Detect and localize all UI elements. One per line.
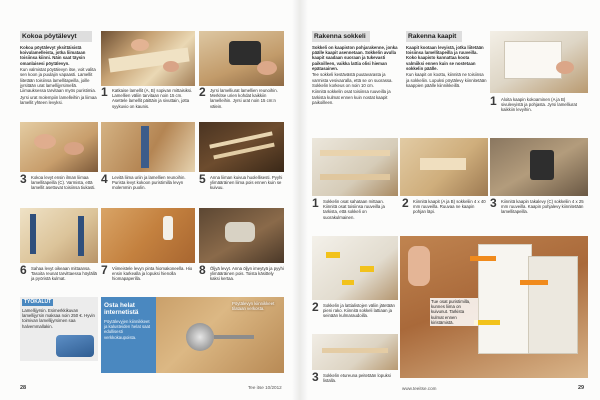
step-number: 3 [490,198,497,210]
photo-plinth-step-1 [312,138,398,196]
intro-paragraph: Sokkeli on kaapiston pohjarakenne, jonka päälle kaapit asennetaan. Sokkelin avulla kaapit saadaan suoraan ja tukevasti paikoilleen, vaikka lattia olisi hieman epätasainen. [312,45,398,71]
photo-cabinet-assembly [400,236,588,378]
intro-text-plinth [312,45,398,133]
plinth-step-2-caption [312,302,398,332]
step-text: Anna liiman kuivua huolellisesti. Pyyhi ylimääräinen liima pois ennen kuin se kuivuu. [210,175,283,191]
hand [163,61,179,72]
photo-cabinet-step-1 [490,31,588,93]
footer-issue: Tee itse 10/2012 [248,385,282,390]
step-text: Katkaise lamellit (A, B) sopivan mittaisiksi. Lamellien väliin tarvitaan noin 15 cm. Asettele lamellit päittäin ja sivuttain, jotta syykuvio on kaunis. [112,88,193,109]
step-6-caption [20,265,98,295]
metal-fitting [186,323,214,351]
intro-paragraph: Kun kaapit on koottu, kiinnitä ne toisiinsa ja sokkeliin. Lopuksi pöytälevy kiinnitetään kaappien päälle kiinnikkeillä. [406,72,487,88]
step-number: 6 [20,265,27,277]
intro-paragraph: Jyrsi urat molempiin lamelleihin ja liimaa lamellit yhteen levyksi. [20,94,97,105]
step-number: 1 [101,87,108,99]
step-4-caption [101,174,195,206]
person-arm [408,246,430,286]
drill [530,150,554,180]
intro-paragraph: Kun valmistat pöytälevyn itse, voit valita sen koon ja puulajin vapaasti. Lamellit liitetään toisiinsa lamellitapeilla, joille jyrsitään urat lamellijyrsimellä. Liimauksessa tarvitaan myös puristimia. [20,67,96,94]
photo-note-fittings: Pöytälevyn kiinnikkeet tilataan verkosta. [232,301,275,312]
photo-step-1-lamellas [101,31,195,86]
hand [556,61,574,74]
plinth-board [320,174,390,180]
step-number: 8 [199,265,206,277]
step-text: Sokkelin osat sahataan mittaan. Kiinnitä osat toisiinsa ruuveilla ja tarkista, että sokkeli on suorakulmainen. [323,199,385,220]
footer-website: www.teeitse.com [402,386,437,391]
photo-plinth-step-2 [312,236,398,300]
clamp [30,214,36,254]
step-2-caption [199,87,284,119]
intro-paragraph: Kaapit kootaan levyistä, jotka liitetään toisiinsa lamellitapeilla ja ruuveilla. Koko kaapisto kannattaa koota valmiiksi ennen kuin se nostetaan sokkelin päälle. [406,45,484,71]
tools-text: Lamellijyrsin. Esimerkkikuvan lamellijyrsin maksaa noin 250 €. Hyvin toimivan lamellijyrsimen saa halvemmallakin. [22,308,95,329]
step-number: 2 [402,198,409,210]
tools-title: TYÖKALUT [24,299,52,305]
photo-step-7-sanding [101,208,195,263]
section-title-cabinets: Rakenna kaapit [406,31,462,42]
hand [34,134,56,149]
step-text: Kiinnitä kaapit (A ja B) sokkeliin 4 x 40 mm ruuveilla. Ruuvaa ne kaapin pohjan läpi. [413,199,486,215]
photo-step-6-sawing [20,208,98,263]
step-number: 3 [312,372,319,384]
step-number: 2 [312,302,319,314]
cabinet-step-2-caption [402,198,488,232]
section-title-plinth: Rakenna sokkeli [312,31,370,42]
step-3-caption [20,174,98,206]
step-text: Viimeistele levyn pinta hiomakoneella. Hio ensin karkealla ja lopuksi hienolla hiomapaperilla. [112,266,193,282]
photo-plinth-step-3 [312,334,398,370]
step-5-caption [199,174,284,206]
info-box-text: Pöytälevyjen kiinnikkeet ja kalusteiden helat saat edullisesti verkkokaupoista. [104,319,151,340]
clamp [342,280,354,285]
step-text: Kokoa levyt ensin ilman liimaa lamellitapeilla (C). Varmista, että lamellit asettuvat toisiinsa tiukasti. [31,175,96,191]
step-text: Sahaa levyt oikeaan mittaansa. Tasoita reunat tarvittaessa höylällä ja pyöristä kulmat. [31,266,97,282]
clamp [326,252,340,258]
photo-step-4-clamping [101,122,195,172]
photo-step-2-router [199,31,284,86]
step-number: 3 [20,174,27,186]
hand [64,142,84,155]
photo-step-3-gluing [20,122,98,172]
step-number: 7 [101,265,108,277]
clamp [470,256,496,261]
cabinet-panel [504,41,562,79]
lamello-jointer-image [56,335,94,357]
step-1-caption [101,87,195,119]
photo-note-assembly: Tue osat puristimilla, kunnes liima on kuivunut. Tarkista kulmat ennen kiristämistä. [430,298,478,326]
plinth-strip [322,348,388,353]
step-7-caption [101,265,195,295]
wood-piece [420,158,466,170]
cabinet-step-1-caption [490,96,588,130]
step-number: 1 [490,96,497,108]
photo-step-8-finishing [199,208,284,263]
clamp [520,280,548,285]
plinth-step-1-caption [312,198,398,232]
clamp [360,266,374,272]
bottle [163,216,173,240]
photo-cabinet-step-3 [490,138,588,196]
tools-box [20,297,98,361]
clamp [141,126,149,168]
step-number: 2 [199,87,206,99]
section-title-tabletop: Kokoa pöytälevyt [20,31,92,42]
hand [131,39,149,51]
hand [257,61,277,75]
page-gutter [292,0,308,400]
step-number: 1 [312,198,319,210]
plinth-board [320,150,390,156]
step-text: Kiinnitä kaapin takalevy (C) sokkeliin 4 x 25 mm ruuveilla. Kaapin pohjalevy kiinnitetään lamellitapeilla. [501,199,584,215]
step-text: Öljyä levyt. Anna öljyn imeytyä ja pyyhi ylimääräinen pois. Toista käsittely kaksi kertaa. [210,266,284,282]
intro-paragraph: Kokoa pöytälevyt yksittäisistä koivulamelleista, jotka liimataan toisiinsa kiinni. Näin saat täysin omanlaisesi pöytälevyn. [20,45,86,66]
right-page [300,0,600,400]
cabinet-back-panel [528,256,578,354]
step-text: Sokkelin ja lattialistojen väliin jätetään pieni rako. Kiinnitä sokkeli lattiaan ja seinään kulmaraudoilla. [323,303,395,319]
intro-text-tabletop [20,45,98,119]
lamello-router [229,41,261,65]
step-text: Levitä liima uriin ja lamellien reunoihin. Purista levyt kokoon puristimilla levyn molemmin puolin. [112,175,186,191]
clamp [78,216,84,256]
step-text: Aloita kaapin kokoaminen (A ja B) sivulevyistä ja pohjasta. Jyrsi lamelliurat kaikkiin levyihin. [501,97,577,113]
step-number: 5 [199,174,206,186]
intro-text-cabinets [406,45,488,133]
intro-paragraph: Kiinnitä sokkelin osat toisiinsa ruuveilla ja tarkista kulmat ennen kuin nostat kaapit paikoilleen. [312,89,391,105]
bolt [214,335,254,339]
info-box-title: Osta helat internetistä [104,302,139,317]
info-box-hardware [101,297,156,373]
cabinet-step-3-caption [490,198,588,232]
step-8-caption [199,265,284,295]
plinth-step-3-caption [312,372,398,385]
sander [225,222,255,242]
photo-cabinet-step-2 [400,138,488,196]
page-number-left: 28 [20,385,27,391]
step-text: Jyrsi lamelliurat lamellien reunoihin. Merkitse urien kohdat kaikkiin lamelleihin. Jyrsi urat noin 15 cm:n välein. [210,88,278,109]
page-number-right: 29 [578,385,585,391]
step-number: 4 [101,174,108,186]
photo-table-fittings [156,297,284,373]
step-text: Sokkelin etureuna peitetään lopuksi listalla. [323,373,391,384]
intro-paragraph: Tee sokkeli kestävästä puutavarasta ja varmista vesivaa'alla, että se on suorassa. Sokkelin korkeus on noin 10 cm. [312,72,393,88]
photo-step-5-lamellas-dark [199,122,284,172]
